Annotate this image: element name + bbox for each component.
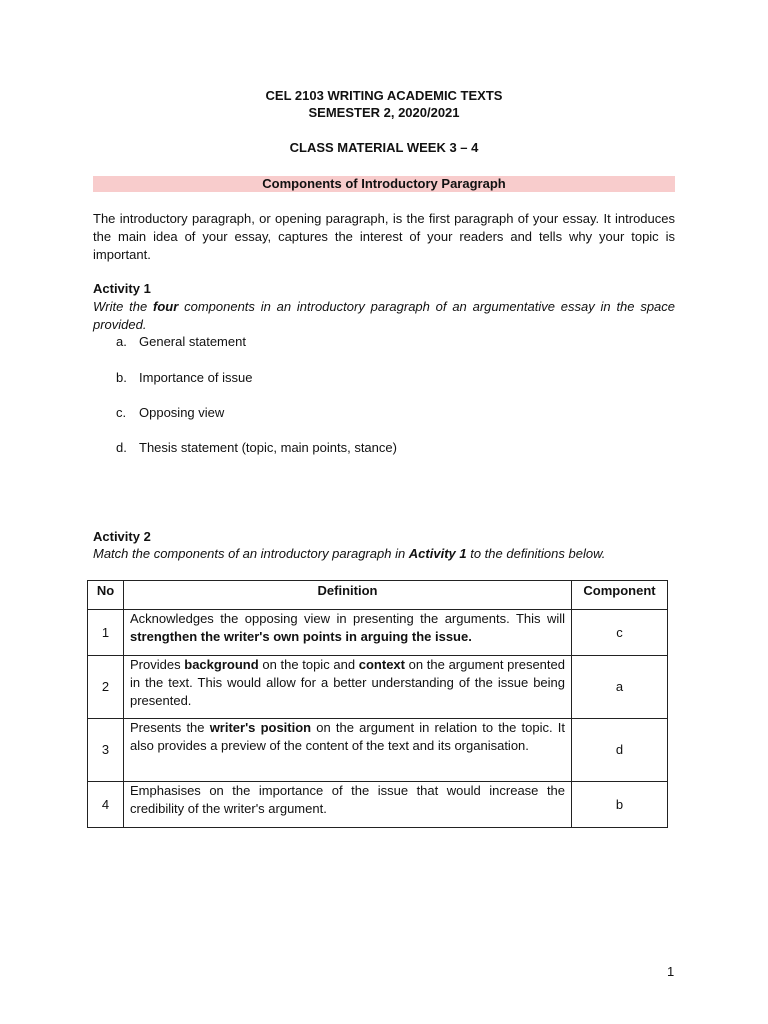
row-definition: Acknowledges the opposing view in presenting the arguments. This will strengthen the writer's own points in arguing the issue.	[123, 610, 571, 656]
table-row	[88, 610, 668, 656]
class-material-title: CLASS MATERIAL WEEK 3 – 4	[289, 140, 479, 155]
course-title: CEL 2103 WRITING ACADEMIC TEXTS	[265, 88, 503, 103]
row-definition: Presents the writer's position on the argument in relation to the topic. It also provides a preview of the content of the text and its organisation.	[123, 719, 571, 782]
row-definition: Provides background on the topic and context on the argument presented in the text. This would allow for a better understanding of the issue being presented.	[123, 656, 571, 719]
row-no: 2	[88, 656, 124, 719]
intro-paragraph: The introductory paragraph, or opening paragraph, is the first paragraph of your essay. It introduces the main idea of your essay, captures the interest of your readers and tells why your topic is important.	[93, 211, 675, 262]
semester-title: SEMESTER 2, 2020/2021	[308, 105, 460, 120]
activity1-instruction: Write the four components in an introductory paragraph of an argumentative essay in the space provided.	[93, 299, 676, 332]
list-item: d. Thesis statement (topic, main points, stance)	[116, 440, 397, 455]
header-definition: Definition	[123, 581, 571, 610]
row-no: 1	[88, 610, 124, 656]
row-component: c	[572, 610, 668, 656]
activity2-title: Activity 2	[93, 529, 151, 544]
activity1-title: Activity 1	[93, 281, 151, 296]
activity1-instruction-emphasis: four	[153, 299, 179, 314]
section-banner: Components of Introductory Paragraph	[93, 176, 675, 192]
list-item: b. Importance of issue	[116, 370, 253, 385]
table-row	[88, 719, 668, 782]
row-component: d	[572, 719, 668, 782]
list-item: a. General statement	[116, 334, 246, 349]
row-no: 3	[88, 719, 124, 782]
table-row	[88, 782, 668, 828]
header-component: Component	[572, 581, 668, 610]
table-row	[88, 656, 668, 719]
row-no: 4	[88, 782, 124, 828]
header-no: No	[88, 581, 124, 610]
row-definition: Emphasises on the importance of the issue that would increase the credibility of the writer's argument.	[123, 782, 571, 828]
components-table	[87, 580, 668, 828]
page-number: 1	[667, 964, 675, 979]
activity2-instruction: Match the components of an introductory paragraph in Activity 1 to the definitions below.	[93, 546, 606, 561]
activity2-instruction-emphasis: Activity 1	[408, 546, 467, 561]
row-component: a	[572, 656, 668, 719]
row-component: b	[572, 782, 668, 828]
list-item: c. Opposing view	[116, 405, 225, 420]
table-header-row	[88, 581, 668, 610]
